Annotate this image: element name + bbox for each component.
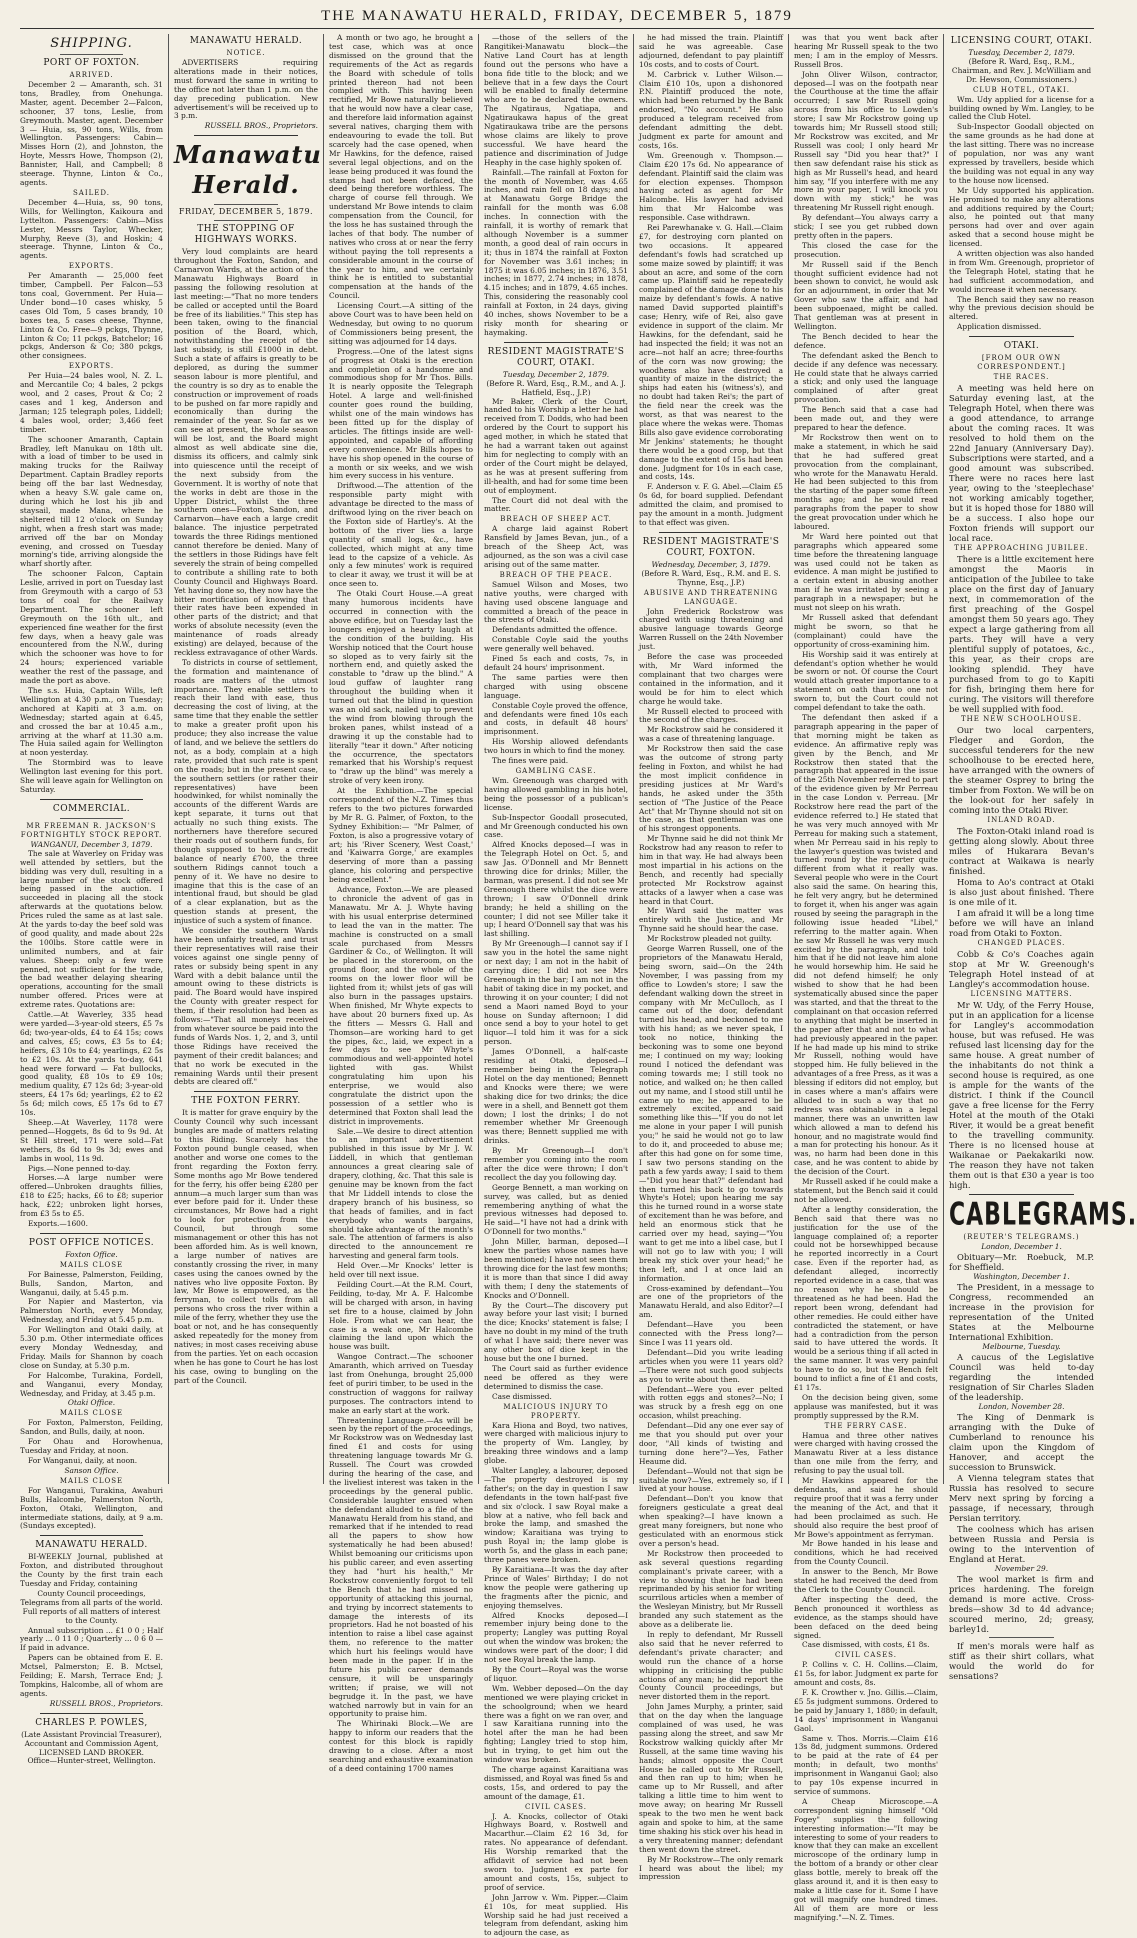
post-para: For Napier and Masterton, via Palmerston North, every Monday, Wednesday, and Friday at 5.45 p.m.: [20, 1297, 163, 1325]
court-para: Defendant—Don't you know that foreigners gesticulate a great deal when speaking?—I have known a great many foreigners, but none who gesticulated with an enormous stick over a person's head.: [639, 1494, 783, 1548]
court-para: Rei Parewhanake v. G. Hall.—Claim £7, for destroying corn planted on two occasions. It appeared defendant's fowls had scratched up some maize sowed by plaintiff; it was about an acre, and some of the corn came up. Plaintiff said he repeatedly complained of the damage done to his maize by defendant's fowls. A native named David supported plaintiff's case; Henry, wife of Rei, also gave evidence in support of the claim. Mr Hawkins, for the defendant, said he had inspected the field; it was not an acre—not half an acre; three-fourths of the corn was now growing; the woodhens also have destroyed a quantity of maize in the district; the ships had eaten his (witness's), and no doubt had taken Rei's; the part of the field near the creek was the worst, as that was nearest to the place where the wekas were. Thomas Bills also gave evidence corroborating Mr Jenkins' statements; he thought there would be a good crop, but that damage to the extent of 15s had been done. Judgment for 10s in each case, and costs, 14s.: [639, 223, 783, 482]
court-para: The defendant asked the Bench to decide if any defence was necessary. He could state that he always carried a stick; and only used the language complained of after great provocation.: [794, 350, 938, 405]
court-para: A Cheap Microscope.—A correspondent signing himself "Old Fogey" supplies the following interesting information:—"It may be interesting to some of your readers to know that they can make an excellent microscope of the ordinary lump in the bottom of a brandy or other clear glass bottle, merely to break off the glass around it, and it is then easy to make a little case for it. Some I have got will magnify one hundred times. All of them are more or less magnifying."—N. Z. Times.: [794, 1796, 938, 1922]
court-para: Case dismissed.: [492, 1391, 552, 1401]
court-para: By Mr Greenough—I don't remember you coming into the room after the dice were thrown; I don't recollect the day you following day.: [484, 1146, 628, 1182]
exports2-text: Per Huia—24 bales wool, N. Z. L. and Mercantile Co; 4 bales, 2 pckgs wool, and 2 cases, Prout & Co; 2 cases and 1 keg, Anderson and Jarman; 125 telegraph poles, Liddell; 4 bales wool, order; 3,466 feet timber.: [20, 371, 163, 434]
commercial-para: Exports.—1600.: [28, 1218, 88, 1228]
otaki-subhead: THE NEW SCHOOLHOUSE.: [960, 715, 1083, 724]
post-title: POST OFFICE NOTICES.: [28, 1237, 155, 1248]
court-subhead: THE FERRY CASE.: [824, 1421, 908, 1430]
news-para: At the Exhibition.—The special correspondent of the N.Z. Times thus refers to the two pictures forwarded by Mr R. G. Palmer, of Foxton, to the Sydney Exhibition:— "Mr Palmer, of Foxton, is also a progressive votary of art; his 'River Scenery, West Coast,' and 'Kaiwarra Gorge,' are examples deserving of more than a passing glance, his coloring and perspective being excellent.": [329, 786, 473, 885]
herald-ad-signature: RUSSELL BROS., Proprietors.: [49, 1698, 163, 1708]
court-para: Defendant—Were you ever pelted with rotten eggs and stones?—No; I was struck by a fresh egg on one occasion, whilst preaching.: [639, 1384, 783, 1421]
post-sub: Foxton Office.: [65, 1249, 118, 1259]
court-para: Wm. Webber deposed—On the day mentioned we were playing cricket in the schoolground; when we heard there was a fight on we ran over, and I saw Karaitiana running into the hotel after the man he had been fighting; Langley tried to stop him, but in trying, to get him out the window was broken.: [484, 1683, 628, 1765]
court-subhead: CIVIL CASES.: [835, 1651, 897, 1660]
exports-text: Per Amaranth — 25,000 feet timber, Campbell. Per Falcon—53 tons coal, Government. Per Huia—Under bond—10 cases whisky, 5 cases Old Tom, 5 cases brandy, 10 boxes tea, 5 cases cheese, Thynne, Linton & Co. Free—9 pckgs, Thynne, Linton & Co; 11 pckgs, Batchelor; 16 pckgs, Anderson & Co; 380 pckgs, other consignees.: [20, 271, 163, 361]
court-para: By Karaitiana—It was the day after Prince of Wales' Birthday; I do not know the people were gathering up the fragments after the picnic, and enjoying themselves.: [484, 1565, 628, 1610]
court-para: was that you went back after hearing Mr Russell speak to the two men; I am in the employ of Messrs. Russell Bros.: [794, 33, 938, 69]
court-para: Mr Rockstrow then said the case was the outcome of strong party feeling in Foxton, and whilst he had the most implicit confidence in presiding justices at Mr Ward's hands, he asked under the 35th section of "The Justice of the Peace Act" that Mr Thynne should not sit on the case, as that gentleman was one of his strongest opponents.: [639, 744, 783, 834]
sailed-label: SAILED.: [73, 188, 110, 197]
court-para: Walter Langley, a labourer, deposed—The property destroyed is my father's; on the day in question I saw defendants in the town half-past five and six o'clock. I saw Royal make a blow at a native, who fell back and broke the lamp, and smashed the window; Karaitiana was trying to push Royal in; the lamp globe is worth 5s, and the glass in each pane; three panes were broken.: [484, 1466, 628, 1565]
news-para: Rainfall.—The rainfall at Foxton for the month of November, was 4.65 inches, and rain fell on 18 days; and at Manawatu Gorge Bridge the rainfall for the month was 6.08 inches. In connection with the rainfall, it is worthy of remark that although November is a summer month, a good deal of rain occurs in it; thus in 1874 the rainfall at Foxton for November was 3.61 inches; in 1875 it was 6.05 inches; in 1876, 3.51 inches; in 1877, 2.74 inches; in 1878, 4.15 inches; and in 1879, 4.65 inches. This, considering the reasonably cool rainfall at Foxton, in 24 days, giving 40 inches, shows November to be a risky month for shearing or haymaking.: [484, 167, 628, 337]
otaki-subhead: THE APPROACHING JUBILEE.: [954, 544, 1089, 553]
notice-signature: RUSSELL BROS., Proprietors.: [204, 121, 318, 131]
court-para: Mr Thynne said he did not think Mr Rockstrow had any reason to refer to him in that way. He had always been most impartial in his actions on the Bench, and recently had specially protected Mr Rockstrow against attacks of a lawyer when a case was heard in that Court.: [639, 834, 783, 906]
cable-dateline: London, November 28.: [978, 1401, 1065, 1411]
court-para: James O'Donnell, a half-caste residing at Otaki, deposed—I remember being in the Telegraph Hotel on the day mentioned; Bennett and Knocks were there; we were shaking dice for two drinks; the dice were in a shell, and Bennett got them down; I lost the drinks; I do not remember whether Mr Greenough was there; Bennett supplied me with drinks.: [484, 1047, 628, 1146]
court-para: A charge laid against Robert Ransfield by James Bevan, jun., of a breach of the Sheep Act, was adjourned, as the son was a civil case arising out of the same matter.: [484, 524, 628, 569]
news-para: The Otaki Court House.—A great many humorous incidents have occurred in connection with the above edifice, but on Tuesday last the loungers enjoyed a hearty laugh at the condition of the building. His Worship noticed that the Court house so sloped as to very fairly sit the northern end, and quietly asked the constable to "draw up the blind." A loud guffaw of laughter rang throughout the building when it turned out that the blind in question was an old sack, nailed up to prevent the wind from blowing through the broken panes, whilst instead of a drawing it up the constable had to literally "tear it down." After noticing the occurrence, the spectators remarked that his Worship's request to "draw up the blind" was merely a stroke of very keen irony.: [329, 589, 473, 786]
court-para: Defendant—Did any one ever say of me that you should put over your door, "All kinds of twisting and turning done here"?—Yes, Father Heaume did.: [639, 1421, 783, 1466]
herald-ad-items: County Council proceedings, Telegrams from all parts of the world. Full reports of all matters of interest to the County.: [20, 1588, 163, 1625]
court-para: The fines were paid.: [492, 756, 569, 766]
court-para: Mr Rockstrow then proceeded to ask several questions regarding complainant's private career, with a view to showing that he had been reprimanded by his senior for writing scurrilous articles when a member of the Wesleyan Ministry, but Mr Russell branded any such statement as the above as a deliberate lie.: [639, 1548, 783, 1630]
court-para: The defendant then asked if a paragraph appearing in the paper of that morning might be taken as evidence. An affirmative reply was given by the Bench, and Mr Rockstrow then stated that the paragraph that appeared in the issue of the 25th November referred to part of the evidence given by Mr Perreau in the case London v. Perreau. [Mr Rockstrow here read the part of the evidence referred to.] He stated that he was very much annoyed with Mr Perreau for making such a statement, when Mr Perreau said in his reply to the lawyer's question was twisted and turned round by the reporter quite different from what it really was. Several people who were in the Court also said the same. On hearing this, he felt very angry, but he determined to forget it, when his anger was again roused by seeing the paragraph in the following issue headed "Libel," referring to the matter again. When he saw Mr Russell he was very much excited by the paragraph, and told him that if he did not leave him alone he would horsewhip him. He said he did not defend himself; he only wished to show that he had been systematically abused since the paper was started, and that the threat to the complainant on that occasion referred to anything that might be inserted in the paper after that and not to what had previously appeared in the paper. If he had made up his mind to strike Mr Russell, nothing would have stopped him. He fully believed in the advantages of a free Press, as it was a blessing if editors did not employ, but in cases where a man's affairs were alluded to in such a way that no redress was obtainable in a legal manner, there was an unwritten law which allowed a man to defend his honour, and no magistrate would find a man for protecting his honour. As it was, no harm had been done in this case, and he was content to abide by the decision of the Court.: [794, 712, 938, 1177]
cable-dateline: Washington, December 1.: [973, 1272, 1070, 1282]
court-subhead: MALICIOUS INJURY TO PROPERTY.: [503, 1402, 609, 1420]
shipping-para: The Stormbird was to leave Wellington last evening for this port. She will leave again for Wellington on Saturday.: [20, 758, 163, 794]
court-para: Mr Russell asked if he could make a statement, but the Bench said it could not be allowed.: [794, 1177, 938, 1204]
news-para: —those of the sellers of the Rangitikei-Manawatu block—the Native Land Court has at length found out the persons who have a bona fide title to the block; and we believe that in a few days the Court will be enabled to finally determine who are to be declared the owners. The Ngatiraus, Ngatiapa, and Ngatiraukawa hapus of the great Ngatiraukawa tribe are the persons whose claims are likely to prove successful. We have heard the patience and discrimination of Judge Heaphy in the case highly spoken of.: [484, 33, 628, 167]
court-para: In answer to the Bench, Mr Bowe stated he had received the deed from the Clerk to the County Council.: [794, 1567, 938, 1594]
editorial-para: Very loud complaints are heard throughout the Foxton, Sandon, and Carnarvon Wards, at the action of the Manawatu Highways Board in passing the following resolution at last meeting:—"That no more tenders be called or accepted until the Board be free of its liabilities." This step has been taken, owing to the financial position of the Board, which, notwithstanding the receipt of the last subsidy, is still £1000 in debt. Such a state of affairs is greatly to be deplored, as during the summer season labour is more plentiful, and the country is so dry as to enable the construction or improvement of roads to be pushed on far more rapidly and economically than during the remainder of the year. So far as we can see at present, the whole season will be lost, and the Board might almost as well abdicate sine die, dismiss its officers, and calmly sink into quiescence until the receipt of the next subsidy from the Government. It is worthy of note that the works in debt are those in the Upper District, whilst the three southern ones—Foxton, Sandon, and Carnarvon—have each a large credit balance. The injustice perpetrated towards the three Ridings mentioned cannot therefore be denied. Many of the settlers in those Ridings have felt severely the strain of being compelled to contribute a shilling rate to both County Council and Highways Board. Yet having done so, they now have the bitter mortification of knowing that their rates have been expended in other parts of the district; and that works of absolute necessity (even the maintenance of roads already existing) are delayed, because of the reckless extravagance of other Wards.: [174, 247, 318, 657]
notice-body: ADVERTISERS requiring alterations made in their notices, must forward the same in writing to the office not later than 1 p.m. on the day preceding publication. New advertisement's will be received up to 3 p.m.: [174, 58, 318, 121]
shipping-para: The schooner Falcon, Captain Leslie, arrived in port on Tuesday last from Greymouth with a cargo of 53 tons of coal for the Railway Department. The schooner left Greymouth on the 16th ult., and experienced fine weather for the first few days, when a heavy gale was encountered from the N.W., during which the schooner was hove to for 24 hours; experienced variable weather the rest of the passage, and made the port as above.: [20, 569, 163, 686]
court-para: The Court said as further evidence need be offered as they were determined to dismiss the case.: [484, 1363, 628, 1391]
post-para: For Wanganui, Turakina, Awahuri Bulls, Halcombe, Palmerston North, Foxton, Otaki, Wellington, and intermediate stations, daily, at 9 a.m. (Sundays excepted).: [20, 1485, 163, 1531]
masthead: [20, 6, 1094, 29]
court-para: His Worship allowed defendants two hours in which to find the money.: [484, 737, 628, 756]
court-para: By the Court—Royal was the worse of liquor.: [484, 1664, 628, 1683]
mails-close-label: MAILS CLOSE: [59, 1476, 124, 1485]
news-para: Threatening Language.—As will be seen by the report of the proceedings, Mr Rockstrow was on Wednesday last fined £1 and costs for using threatening language towards Mr G. Russell. The Court was crowded during the hearing of the case, and the liveliest interest was taken in the proceedings by the general public. Considerable laughter ensued when the defendant alluded to a file of the Manawatu Herald from his stand, and remarked that if he intended to read all the papers to show how systematically he had been abused! Whilst bemoaning our criticisms upon his public career, and even asserting they had "hurt his health," Mr Rockstrow conveniently forgot to tell the Bench that he had missed no opportunity of attacking this journal, and trying by incorrect statements to damage the interests of its proprietors. Had he not boasted of his intention to raise a libel case against them, no reference to the matter which hurt his feelings would have been made in the paper. If in the future his public career demands censure, it will be unsparingly written; if praise, we will not begrudge it. In the past, we have watched narrowly but in vain for an opportunity to praise him.: [329, 1415, 473, 1719]
court-para: Defendant—Would not that sign be suitable now?—Yes, extremely so, if I lived at your house.: [639, 1466, 783, 1494]
news-para: Feilding Court.—At the R.M. Court, Feilding, to-day, Mr A. F. Halcombe will be charged with arson, in having set fire to a house, claimed by John Hole. From what we can hear, the case is a weak one, Mr Halcombe claiming the land upon which the house was built.: [329, 1279, 473, 1352]
news-para: Driftwood.—The attention of the responsible party might with advantage be directed to the mass of driftwood lying on the river beach on the Foxton side of Hartley's. At the bottom of the river lies a large quantity of small logs, &c., have collected, which might at any time lead to the capsize of a vehicle. As only a few minutes' work is required to clear it away, we trust it will be at once seen to.: [329, 481, 473, 589]
court-para: Mr Hawkins appeared for the defendants, and said he should require proof that it was a ferry under the meaning of the Act, and that it had been proclaimed as such. He should also require the best proof of Mr Bowe's appointment as ferryman.: [794, 1476, 938, 1539]
commercial-para: Horses.—A large number were offered—Unbroken draughts fillies, £18 to £25; hacks, £6 to £8; superior hack, £22; unbroken light horses, from £3 5s to £5.: [20, 1173, 163, 1219]
court-para: George Bennett, a man working on survey, was called, but as denied remembering anything of what the previous witnesses had deposed to. He said—"I have not had a drink with O'Donnell for two months.": [484, 1182, 628, 1237]
ferry-para: It is matter for grave enquiry by the County Council why such incessant bungles are made of matters relating to this Riding. Scarcely has the Foxton pound bungle ceased, when another and worse one comes to the front regarding the Foxton ferry. Some months ago Mr Bowe tendered for the ferry, his offer being £280 per annum—a much larger sum than was ever before paid for it. Under these circumstances, Mr Bowe had a right to look for protection from the Council, but through some mismanagement or other this has not been afforded him. As is well known, a large number of natives are constantly crossing the river, in many cases using the canoes owned by the natives who live opposite Foxton. By law, Mr Bowe is empowered, as the ferryman, to collect tolls from all persons who cross the river within a mile of the ferry, whether they use the boat or not, and he has consequently asked repeatedly for the money from natives; in most cases receiving abuse from the parties. Yet on each occasion when he has gone to Court he has lost his case, owing to bungling on the part of the Council.: [174, 1108, 318, 1385]
sailed-text: December 4—Huia, ss, 90 tons, Wills, for Wellington, Kaikoura and Lyttelton. Passengers: Cabin—Miss Lester, Messrs Taylor, Whecker, Murphy, Reeve (3), and Hoskin; 4 steerage. Thynne, Linton & Co., agents.: [20, 197, 163, 261]
post-para: For Wanganui, daily, at noon.: [28, 1455, 138, 1465]
court-subhead: BREACH OF SHEEP ACT.: [500, 515, 612, 524]
cable-para: A Vienna telegram states that Russia has resolved to secure Merv next spring by forcing a passage, if necessary, through Persian territory.: [949, 1472, 1094, 1523]
otaki-para: There is a little excitement here amongst the Maoris in anticipation of the Jubilee to take place on the first day of January next, in commemoration of the first preaching of the Gospel amongst them 50 years ago. They expect a large gathering from all parts. They will have a very plentiful supply of potatoes, &c., this year, as their crops are looking splendid. They have purchased from to go to Kapiti for fish, bringing them here for curing. The visitors will therefore be well supplied with food.: [949, 554, 1094, 715]
court-para: Mr Baker, Clerk of the Court, handed to his Worship a letter he had received from T. Dodds, who had been ordered by the Court to support his aged mother, in which he stated that he had a warrant taken out against him for neglecting to comply with an order of the Court might be delayed, as he was at present suffering from ill-health, and had for some time been out of employment.: [484, 396, 628, 495]
licensing-bench: (Before R. Ward, Esq., R.M., Chairman, and Rev. J. McWilliam and Dr. Hewson, Commissioners.): [951, 56, 1092, 84]
news-para: The Whirinaki Block.—We are happy to inform our readers that the contest for this block is rapidly drawing to a close. After a most searching and exhaustive examination of a deed containing 1700 names: [329, 1719, 473, 1773]
court-para: John Miller, barman, deposed—I knew the parties whose names have been mentioned; I have not seen them throwing dice for the last few months; it is more than that since I did away with them; I deny the statements of Knocks and O'Donnell.: [484, 1237, 628, 1300]
court-para: Cross-examined by defendant—You are one of the proprietors of the Manawatu Herald, and also Editor?—I am.: [639, 1283, 783, 1320]
court-para: J. A. Knocks, collector of Otaki Highways Board, v. Rostwell and Macarthur.—Claim £2 16 3d, for rates. No appearance of defendant. His Worship remarked that the affidavit of service had not been sworn to. Judgment ex parte for amount and costs, 15s, subject to proof of service.: [484, 1811, 628, 1892]
court-para: The same parties were then charged with using obscene language.: [484, 672, 628, 700]
court-para: Defendant—Have you been connected with the Press long?—Since I was 11 years old.: [639, 1320, 783, 1347]
court-para: John Jarrow v. Wm. Pipper.—Claim £1 10s, for meat supplied. His Worship said he had just received a telegram from defendant, asking him to adjourn the case, as: [484, 1892, 628, 1938]
column-5: [639, 33, 783, 1882]
court-para: The Bench said that a case had been made out, and they were prepared to hear the defence.: [794, 405, 938, 432]
mails-close-label: MAILS CLOSE: [59, 1409, 124, 1418]
notice-sub: NOTICE.: [226, 49, 266, 57]
court-para: Same v. Thos. Morris.—Claim £16 13s 8d, judgment summons. Ordered to be paid at the rate of £4 per month; in default, two months' imprisonment in Wanganui Gaol; also to pay 10s expense incurred in service of summons.: [794, 1733, 938, 1796]
court-para: Wm. Greenough v. Thompson.—Claim £20 17s 6d. No appearance of defendant. Plaintiff said the claim was for election expenses. Thompson having acted as agent for Mr Halcombe. His lawyer had advised him that Mr Halcombe was responsible. Case withdrawn.: [639, 150, 783, 223]
powles-name: CHARLES P. POWLES,: [35, 1717, 148, 1728]
otaki-para: Homa to Ao's contract at Otaki is also just about finished. There is one mile of it.: [949, 877, 1094, 908]
otaki-office: Otaki Office.: [67, 1398, 116, 1408]
arrived-label: ARRIVED.: [69, 71, 114, 79]
post-para: For Ohau and Horowhenua, Tuesday and Friday, at noon.: [20, 1437, 163, 1456]
port-heading: PORT OF FOXTON.: [43, 58, 140, 68]
court-para: The Court did not deal with the matter.: [484, 495, 628, 514]
court-para: The Bench decided to hear the defence.: [794, 331, 938, 350]
news-para: Progress.—One of the latest signs of progress at Otaki is the erection and completion of a handsome and commodious shop for Mr Thos. Bills. It is nearly opposite the Telegraph Hotel. A large and well-finished counter goes round the building, whilst one of the main windows has been fitted up for the display of articles. The fittings inside are well-appointed, and capable of affording every convenience. Mr Bills hopes to have his shop opened in the course of a month or six weeks, and we wish him every success in his venture.: [329, 346, 473, 481]
news-para: Wangoe Contract.—The schooner Amaranth, which arrived on Tuesday last from Onehunga, brought 25,000 feet of puriri timber, to be used in the construction of waggons for railway purposes. The contractors intend to make an early start at the work.: [329, 1352, 473, 1415]
court-subhead: CIVIL CASES.: [525, 1802, 587, 1811]
cable-dateline: London, December 1.: [981, 1242, 1062, 1252]
powles-line: Office—Hunter-street, Wellington.: [27, 1756, 156, 1766]
commercial-para: Sheep.—At Waverley, 1178 were penned—Hoggets, 8s 6d to 9s 9d. At St Hill street, 171 were sold—Fat wethers, 8s 6d to 9s 3d; ewes and lambs in wool, 11s 9d.: [20, 1117, 163, 1163]
court-para: John Frederick Rockstrow was charged with using threatening and abusive language towards George Warren Russell on the 24th November just.: [639, 606, 783, 652]
column-1: [20, 34, 163, 1766]
court-subhead: BREACH OF THE PEACE.: [499, 570, 613, 579]
court-para: After a lengthy consideration, the Bench said that there was no justification for the use of the language complained of; a reporter could not be horsewhipped because he reported incorrectly in a Court case. Even if the reporter had, as defendant alleged, incorrectly reported evidence in a case, that was no reason why he should be threatened as he had been. Had the report been wrong, defendant had other remedies. He could either have contradicted the statement, or have had a contradiction from the person said to have uttered the words. It would be a serious thing if all acted in the same manner. It was very painful to have to do so, but the Bench felt bound to inflict a fine of £1 and costs, £1 17s.: [794, 1204, 938, 1392]
otaki-subhead: CHANGED PLACES.: [977, 939, 1066, 948]
commercial-para: The sale at Waverley on Friday was well attended by settlers, but the bidding was very dull, resulting in a large number of the stock offered being passed in the auction. I succeeded in placing all the stock afterwards at the quotations below. Prices ruled the same as at last sale. At the yards to-day the beef sold was of good quality, and made about 22s the 100lbs. Store cattle were in unlimited numbers, and at fair values. Sheep: only a few were penned, not sufficient for the trade, the bad weather delaying shearing operations, accounting for the small number offered. Prices were at extreme rates. Quotations are:: [20, 848, 163, 1010]
court-para: John James Murphy, a printer, said that on the day when the language complained of was used, he was passing along the street, and saw Mr Rockstrow walking quickly after Mr Russell, at the same time waving his hands; almost opposite the Court House he called out to Mr Russell, and then ran up to him; when he came up to Mr Russell, and after talking a little time to him went to move away; on hearing Mr Russell speak to the two men he went back again and spoke to him, at the same time shaking his stick over his head in a very threatening manner; defendant then went down the street.: [639, 1702, 783, 1854]
ferry-title: THE FOXTON FERRY.: [191, 1096, 301, 1107]
court-para: Before the case was proceeded with, Mr Ward informed the complainant that two charges were contained in the information, and it would be for him to elect which charge he would take.: [639, 652, 783, 706]
herald-ad-title: MANAWATU HERALD.: [35, 1540, 148, 1551]
otaki-para: A meeting was held here on Saturday evening last, at the Telegraph Hotel, when there was a good attendance, to arrange about the coming races. It was resolved to hold them on the 22nd January (Anniversary Day). Subscriptions were started, and a good amount was subscribed. There were no races here last year, owing to the 'steeplechase' not working amicably together, but it is hoped those for 1880 will be a success. I also hope our Foxton friends will support our local race.: [949, 383, 1094, 544]
editorial-para: We consider the southern Wards have been unfairly treated, and trust their representatives will raise their voices against one single penny of rates or subsidy being spent in any Ward with a debit balance until the amount owing to these districts is paid. The Board would have inspired the County with greater respect for them, if their resolution had been as follows:—"That all moneys received from whatever source be paid into the funds of Wards Nos. 1, 2, and 3, until those Ridings have received the payment of their credit balances; and that no work be executed in the remaining Wards until their present debts are cleared off.": [174, 926, 318, 1087]
post-para: For Wellington and Otaki daily, at 5.30 p.m. Other intermediate offices every Monday Wednesday, and Friday. Mails for Shannon by coach close on Sunday, at 5.30 p.m.: [20, 1325, 163, 1370]
court-para: Mr Rockstrow said he considered it was a case of threatening language.: [639, 725, 783, 744]
news-para: Sale.—We desire to direct attention to an important advertisement published in this issue by Mr J. W. Liddell, in which that gentleman announces a great clearing sale of drapery, clothing, &c. That this sale is genuine may be known from the fact that Mr Liddell intends to close the drapery branch of his business, so that heads of families, and in fact everybody who wants bargains, should take advantage of the month's sale. The attention of farmers is also directed to the announcement re harvesting and general farm tools.: [329, 1126, 473, 1261]
nameplate: Manawatu Herald.: [174, 140, 322, 200]
court-para: F. Anderson v. F. G. Abel.—Claim £5 0s 6d, for board supplied. Defendant admitted the claim, and promised to pay the amount in a month. Judgment to that effect was given.: [639, 482, 783, 527]
powles-line: LICENSED LAND BROKER.: [39, 1747, 144, 1757]
cable-para: The King of Denmark is arranging with the Duke of Cumberland to renounce his claim upon the Kingdom of Hanover, and accept the succession to Brunswick.: [949, 1411, 1094, 1472]
court-para: Samuel Wilson and Moses, two native youths, were charged with having used obscene language and committed a breach of the peace in the streets of Otaki.: [484, 579, 628, 625]
newspaper-page: [20, 33, 1137, 1938]
court-date: Wednesday, December, 3, 1879.: [651, 559, 771, 569]
court-para: Fined 5s each and costs, 7s, in default 24 hours' imprisonment.: [484, 654, 628, 672]
court-para: By Mr Greenough—I cannot say if I saw you in the hotel the same night or next day; I am not in the habit of carrying dice; I did not see Mrs Greenough in the bar; I am not in the habit of taking dice in my pocket, and throwing it on your counter; I did not send a Maori named Boyd to your house on Sunday afternoon; I did once send a boy to your hotel to get liquor—I told him it was for a sick person.: [484, 939, 628, 1047]
editorial-title: THE STOPPING OF HIGHWAYS WORKS.: [194, 224, 298, 246]
court-para: Alfred Knocks deposed—I remember injury being done to the property; Langley was putting Royal out when the window was broken; the windows were part of the door; I did not see Royal break the lamp.: [484, 1610, 628, 1665]
otaki-para: The Foxton-Otaki inland road is getting along slowly. About three miles of Hukarara Bevan's contract at Waikawa is nearly finished.: [949, 826, 1094, 877]
column-7: [949, 34, 1137, 1681]
powles-line: Accountant and Commission Agent,: [24, 1738, 159, 1748]
court-para: John Oliver Wilson, contractor, deposed—I was on the footpath near the Courthouse at the time the affair occurred; I saw Mr Russell going across from his office to Lowden's store; I saw Mr Rockstrow going up towards him; Mr Russell stood still; Mr Rockstrow was excited, and Mr Russell was cool; I only heard Mr Russell say "Did you hear that?" I then saw defendant raise his stick as high as Mr Russell's head, and heard him say, "If you interfere with me any more in your paper, I will knock you down with my stick;" he was threatening Mr Russell right enough.: [794, 69, 938, 213]
mails-close-label: MAILS CLOSE: [59, 1260, 124, 1269]
court-para: Case dismissed, with costs, £1 8s.: [802, 1640, 930, 1650]
cable-para: A caucus of the Legislative Council was held to-day regarding the intended resignation of Sir Charles Sladen of the leadership.: [949, 1351, 1094, 1402]
court-para: Alfred Knocks deposed—I was in the Telegraph Hotel on Oct. 5, and saw Jas. O'Donnell and Mr Bennett throwing dice for drinks; Miller, the barman, was present. I did not see Mr Greenough there whilst the dice were thrown; I saw O'Donnell drink brandy; he held a shilling on the counter; I did not see Miller take it up; I heard O'Donnell say that was his last shilling.: [484, 840, 628, 939]
cable-para: The President, in a message to Congress, recommended an increase in the provision for representation of the United States at the Melbourne International Exhibition.: [949, 1282, 1094, 1342]
exports2-label: EXPORTS.: [68, 362, 115, 371]
court-para: Hamua and three other natives were charged with having crossed the Manawatu River at a less distance than one mile from the ferry, and refusing to pay the usual toll.: [794, 1430, 938, 1476]
shipping-para: The schooner Amaranth, Captain Bradley, left Manukau on 18th ult. with a load of timber to be used in making trucks for the Railway Department. Captain Bradley reports being off the bar last Wednesday, when a heavy S.W. gale came on, during which he lost his jib and staysail, made Mana, where he sheltered till 12 o'clock on Sunday night, when a fresh start was made; arrived off the bar on Monday evening, and crossed on Tuesday morning's tide, arriving alongside the wharf shortly after.: [20, 434, 163, 569]
court-para: This closed the case for the prosecution.: [794, 240, 938, 259]
notice-title: MANAWATU HERALD.: [189, 36, 303, 46]
licensing-date: Tuesday, December 2, 1879.: [968, 48, 1075, 57]
news-para: Held Over.—Mr Knocks' letter is held over till next issue.: [329, 1261, 473, 1280]
licensing-para: Application dismissed.: [957, 322, 1042, 332]
court-para: George Warren Russell, one of the proprietors of the Manawatu Herald, being sworn, said—On the 24th November, I was passing from my office to Lowden's store; I saw the defendant walking down the street in company with Mr McCulloch, as I came out of the door, defendant turned his head, and beckoned to me with his hand; as we never speak, I took no notice, thinking the beckoning was to some one beyond me; I continued on my way; looking round I noticed the defendant was coming towards me; I still took no notice, and walked on; he then called out my name, and I stood still until he came up to me; he appeared to be extremely excited, and said something like this—"If you do not let me alone in your paper I will punish you;" he said he would not go to law to do it, and proceeded to abuse me; after this had gone on for some time, I saw two persons standing on the path a few yards away; I said to them—"Did you hear that?" defendant had then turned his back to go towards Whyte's Hotel; upon hearing me say this he turned round in a worse state of excitement than he was before, and held an enormous stick that he carried over my head, saying—"You want to get me into a libel case, but I will not go to law with you; I will break my stick over your head;" he then left, and I at once laid an information.: [639, 944, 783, 1283]
court-para: F. K. Crowther v. Jno. Gillis.—Claim, £5 5s judgment summons. Ordered to be paid by January 1, 1880; in default, 14 days' imprisonment in Wanganui Gaol.: [794, 1688, 938, 1733]
shipping-para: The s.s. Huia, Captain Wills, left Wellington at 4.30 p.m., on Tuesday; anchored at Kapiti at 3 a.m. on Wednesday; started again at 6.45, and crossed the bar at 10.45 a.m., arriving at the wharf at 11.30 a.m. The Huia sailed again for Wellington at noon yesterday.: [20, 686, 163, 758]
court-para: Wm. Greenough was charged with having allowed gambling in his hotel, being the possessor of a publican's license.: [484, 775, 628, 812]
herald-ad-lead: BI-WEEKLY Journal, published at Foxton, and distributed throughout the County by the first train each Tuesday and Friday, containing: [20, 1552, 163, 1589]
commercial-dateline: WANGANUI, December 3, 1879.: [30, 839, 153, 849]
otaki-para: Our two local carpenters, Fledger and Gordon, the successful tenderers for the new schoolhouse to be erected here, have arranged with the owners of the steamer Osprey to bring the timber from Foxton. We will be on the look-out for her safely in coming into the Otaki River.: [949, 725, 1094, 816]
cablegrams-sub: (REUTER'S TELEGRAMS.): [963, 1233, 1080, 1242]
court-para: By the Court—The discovery put away before your last visit; I burned the dice; Knocks' statement is false; I have no doubt in my mind of the truth of what I have said; there never was any other box of dice kept in the house but the one I burned.: [484, 1300, 628, 1363]
court-para: Mr Rockstrow pleaded not guilty.: [647, 934, 772, 944]
exports-label: EXPORTS.: [68, 262, 115, 271]
court-para: Mr Ward said the matter was entirely with the Justice, and Mr Thynne said he should hear the case.: [639, 906, 783, 934]
sanson-office: Sanson Office.: [64, 1465, 119, 1475]
licensing-subhead: CLUB HOTEL, OTAKI.: [973, 85, 1070, 94]
licensing-title: LICENSING COURT, OTAKI.: [950, 36, 1093, 46]
commercial-para: Cattle.—At Waverley, 335 head were yarded—3-year-old steers, £5 7s 6d; two-year-olds, £4 to £4 15s; cows and calves, £5; cows, £3 5s to £4; heifers, £3 10s to £4; yearlings, £2 5s to £2 10s. At the yards to-day, 641 head were forward — Fat bullocks, good quality, £8 10s to £9 10s; medium quality, £7 12s 6d; 3-year-old steers, £4 17s 6d; yearlings, £2 to £2 5s 6d; milch cows, £5 17s 6d to £7 10s.: [20, 1010, 163, 1118]
column-3: [329, 33, 473, 1773]
court-para: In reply to defendant, Mr Russell also said that he never referred to defendant's private character; and would run the chance of a horse whipping in criticising the public actions of any man; he did report the County Council proceedings, but never distorted them in the report.: [639, 1629, 783, 1702]
court-para: M. Carbrick v. Luther Wilson.—Claim £10 10s, upon a dishonored P.N. Plaintiff produced the note, which had been returned by the Bank endorsed, "No account." He also produced a telegram received from defendant admitting the debt. Judgment ex parte for amount and costs, 16s.: [639, 69, 783, 150]
cable-para: Obituary—Mr. Roebuck, M.P. for Sheffield.: [949, 1252, 1094, 1273]
cable-dateline: Melbourne, Tuesday.: [982, 1342, 1061, 1351]
court-para: Defendants admitted the offence.: [492, 625, 618, 635]
otaki-para: Mr W. Udy, of the Ferry House, put in an application for a license for Langley's accommodation house, but was refused. He was refused last licensing day for the same house. A great number of the inhabitants do not think a second house is required, as one is ample for the wants of the district. I think if the Council gave a free license for the Ferry Hotel at the mouth of the Otaki River, it would be a great benefit to the travelling community. There is no licensed house at Waikanae or Paekakariki now. The reason they have not taken them out is that £30 a year is too high.: [949, 1000, 1094, 1191]
otaki-para: Cobb & Co's Coaches again stop at Mr W. Greenough's Telegraph Hotel instead of at Langley's accommodation house.: [949, 949, 1094, 990]
cable-para: The coolness which has arisen between Russia and Persia is owing to the intervention of England at Herat.: [949, 1523, 1094, 1564]
masthead-title: THE MANAWATU HERALD, FRIDAY, DECEMBER 5, 1879: [321, 8, 793, 24]
court-para: On the decision being given, some applause was manifested, but it was promptly suppressed by the R.M.: [794, 1392, 938, 1420]
otaki-subhead: LICENSING MATTERS.: [970, 990, 1073, 999]
court-para: Defendant—Did you write leading articles when you were 11 years old?—There were not such good subjects as you to write about then.: [639, 1347, 783, 1384]
commercial-para: Pigs.—None penned to-day.: [28, 1163, 131, 1173]
otaki-para: I am afraid it will be a long time before we will have an inland road from Otaki to Foxton.: [949, 908, 1094, 939]
otaki-title: OTAKI.: [1003, 341, 1040, 352]
herald-ad-subscription: Annual subscription ... £1 0 0 ; Half yearly ... 0 11 0 ; Quarterly ... 0 6 0 — If paid in advance.: [20, 1625, 163, 1653]
otaki-subhead: THE RACES.: [993, 373, 1050, 382]
cable-para: The wool market is firm and prices hardening. The foreign demand is more active. Cross-breds—show 3d to 4d advance; scoured merino, 2d; greasy, barley1d.: [949, 1573, 1094, 1634]
court-para: By Mr Rockstrow—The only remark I heard was about the libel; my impression: [639, 1854, 783, 1882]
court-para: Mr Rockstrow then went on to make a statement, in which he said that he had suffered great provocation from the complainant, who wrote for the Manawatu Herald. He had been subjected to this from the starting of the paper some fifteen months ago; and he would read paragraphs from the paper to show the great provocation under which he laboured.: [794, 432, 938, 531]
court-para: Constable Coyle proved the offence, and defendants were fined 10s each and costs, in default 48 hours' imprisonment.: [484, 700, 628, 737]
court-para: P. Collins v. C. H. Collins.—Claim, £1 5s, for labor. Judgment ex parte for amount and costs, 8s.: [794, 1660, 939, 1688]
licensing-para: Wm. Udy applied for a license for a building owned by Wm. Langley, to be called the Club Hotel.: [949, 94, 1094, 122]
court-subhead: GAMBLING CASE.: [515, 766, 597, 775]
court-bench: (Before R. Ward, Esq., R.M. and E. S. Thynne, Esq., J.P.): [641, 568, 781, 587]
court-subhead: ABUSIVE AND THREATENING LANGUAGE.: [643, 588, 779, 606]
court-para: After inspecting the deed, the Bench pronounced it worthless as evidence, as the stamps should have been defaced on the deed being signed.: [794, 1594, 938, 1640]
column-4: [484, 33, 628, 1938]
herald-ad-para: Papers can be obtained from E. E. Mctsel, Palmerston; E. B. Mctsel, Feilding; E. Marsh, Terrace End; J. Tompkins, Halcombe, all of whom are agents.: [20, 1653, 163, 1698]
licensing-para: Mr Udy supported his application. He promised to make any alterations and additions required by the Court; also, he pointed out that many persons had over and over again asked that a second house might be licensed.: [949, 185, 1094, 249]
cablegrams-title: CABLEGRAMS.: [949, 1197, 1137, 1233]
news-para: Advance, Foxton.—We are pleased to chronicle the advent of gas in Manawatu. Mr A. J. Whyte having with his usual enterprise determined to lead the van in the matter. The machine is constructed on a small scale purchased from Messrs Gardiner & Co., of Wellington. It will be placed in the storeroom, on the ground floor, and the whole of the rooms on the lower floor will be lighted from it; whilst jets of gas will also burn in the passages upstairs. When finished, Mr Whyte expects to have about 20 burners fixed up. As the fitters — Messrs G. Hall and Thomson—are working hard to get the pipes, &c., laid, we expect in a few days to see Mr Whyte's commodious and well-appointed hotel lighted with gas. Whilst congratulating him upon his enterprise, we would also congratulate the district upon the possession of a settler who is determined that Foxton shall lead the district in improvements.: [329, 885, 473, 1126]
post-para: For Bainesse, Palmerston, Feilding, Bulls, Sandon, Marton, and Wanganui, daily, at 5.45 p.m.: [20, 1269, 163, 1297]
licensing-para: The Bench said they saw no reason why the previous decision should be altered.: [949, 294, 1094, 322]
court-para: Mr Russell said if the Bench thought sufficient evidence had not been shown to convict, he would ask for an adjournment, in order that Mr Gover who saw the affair, and had been subpoenaed, might be called. That gentleman was at present in Wellington.: [794, 259, 938, 331]
court-para: Mr Russell asked that defendant might be sworn, so that he (complainant) could have the opportunity of cross-examining him.: [794, 613, 938, 649]
column-6: [794, 33, 939, 1922]
filler-para: If men's morals were half as stiff as their shirt collars, what would the world do for sensations?: [949, 1640, 1094, 1681]
powles-line: (Late Assistant Provincial Treasurer),: [21, 1729, 162, 1739]
court-para: he had missed the train. Plaintiff said he was agreeable. Case adjourned, defendant to pay plaintiff 10s costs, and to costs of Court.: [639, 33, 783, 69]
editorial-para: To districts in course of settlement, the formation and maintenance of roads are matters of the utmost importance. They enable settlers to reach their land with ease, thus decreasing the cost of living, at the same time that they enable the settler to make a greater profit upon his produce; they also increase the value of land, and we believe the settlers do not, as a body, complain at a high rate, provided that such rate is spent on the roads; but in the present case, the southern settlers (or rather their representatives) have been hoodwinked, for whilst nominally the accounts of the different Wards are kept separate, it turns out that actually no such thing exists. The northerners have therefore secured their roads out of southern funds, for though supposed to have a credit balance of nearly £700, the three southern Ridings cannot touch a penny of it. We have no desire to imagine that this is the case of an intentional fraud, but should be glad of a clear explanation, but as the question stands at present, the injustice of such a system of finance.: [174, 657, 318, 926]
commercial-sub: MR FREEMAN R. JACKSON'S FORTNIGHTLY STOCK REPORT.: [20, 821, 163, 839]
court-para: Sub-Inspector Goodall prosecuted, and Mr Greenough conducted his own case.: [484, 812, 628, 840]
shipping-title: SHIPPING.: [50, 36, 133, 51]
court-date: Tuesday, December 2, 1879.: [502, 369, 610, 379]
column-2: [174, 34, 322, 1484]
court-para: Constable Coyle said the youths were generally well behaved.: [484, 635, 628, 654]
cable-dateline: November 29.: [994, 1563, 1049, 1573]
court-para: His Worship said it was entirely at defendant's option whether he would be sworn or not. Of course the Court would attach greater importance to a statement on oath than to one not sworn to, but the Court could not compel defendant to take the oath.: [794, 649, 938, 713]
court-para: Mr Russell elected to proceed with the second of the charges.: [639, 706, 783, 725]
post-para: For Halcombe, Turakina, Fordell, and Wanganui, every Monday, Wednesday, and Friday, at 3.45 p.m.: [20, 1370, 163, 1398]
commercial-title: COMMERCIAL.: [52, 803, 131, 814]
otaki-subhead: INLAND ROAD.: [987, 816, 1056, 825]
news-para: A month or two ago, he brought a test case, which was at once dismissed on the ground that the requirements of the Act as regards the Board with schedule of tolls printed thereon had not been complied with. This having been rectified, Mr Bowe naturally believed that he would now have a clear case, and therefore laid information against several natives, charging them with endeavouring to evade the toll. But scarcely had the case opened, when Mr Hawkins, for the defence, raised several legal objections, and on the lease being produced it was found the stamps had not been defaced, the deed being therefore worthless. The charge of course fell through. We understand Mr Bowe intends to claim compensation from the Council, for the loss he has sustained through the laches of that body. The number of natives who cross at or near the ferry without paying the toll represents a considerable amount in the course of the year to him, and we certainly think he is entitled to substantial compensation at the hands of the Council.: [329, 33, 473, 301]
court-para: Mr Ward here pointed out that paragraphs which appeared some time before the threatening language was used could not be taken as evidence. A man might be justified to a certain extent in abusing another man if he was irritated by seeing a paragraph in a newspaper; but he must not sleep on his wrath.: [794, 531, 938, 613]
licensing-para: A written objection was also handed in from Wm. Greenough, proprietor of the Telegraph Hotel, stating that he had sufficient accommodation, and would increase it when necessary.: [949, 249, 1094, 294]
court-para: Kara Hiona and Boyd, two natives, were charged with malicious injury to the property of Wm. Langley, by breaking three windows and a lamp globe.: [484, 1420, 628, 1466]
news-para: Licensing Court.—A sitting of the above Court was to have been held on Wednesday, but owing to no quorum of Commissioners being present, the sitting was adjourned for 14 days.: [329, 301, 473, 346]
post-para: For Foxton, Palmerston, Feilding, Sandon, and Bulls, daily, at noon.: [20, 1418, 163, 1437]
court-title: RESIDENT MAGISTRATE'S COURT, FOXTON.: [642, 536, 780, 558]
court-para: By defendant—You always carry a stick; I see you get rubbed down pretty often in the papers.: [794, 213, 938, 240]
licensing-para: Sub-Inspector Goodall objected on the same grounds as he had done at the last sitting. There was no increase of population, nor was any want expressed by travellers, beside which the building was not equal in any way to the house now licensed.: [949, 122, 1094, 185]
court-title: RESIDENT MAGISTRATE'S COURT, OTAKI.: [487, 346, 625, 368]
court-bench: (Before R. Ward, Esq., R.M., and A. J. Hatfield, Esq., J.P.): [486, 378, 626, 397]
court-para: Mr Bowe handed in his lease and conditions, which he had received from the County Council.: [794, 1539, 938, 1567]
issue-date: FRIDAY, DECEMBER 5, 1879.: [178, 207, 314, 217]
court-para: The charge against Karaitiana was dismissed, and Royal was fined 5s and costs, 15s, and ordered to pay the amount of the damage, £1.: [484, 1764, 628, 1801]
arrived-text: December 2 — Amaranth, sch. 31 tons, Bradley, from Onehunga. Master, agent. December 2—Falcon, schooner, 37 tons, Leslie, from Greymouth. Master, agent. December 3 — Huia, ss, 90 tons, Wills, from Wellington. Passengers: Cabin—Misses Horn (2), and Johnston, the Hoyte, Messrs Howe, Thompson (2), Bannister, Hall, and Campbell; 8 steerage. Thynne, Linton & Co., agents.: [20, 80, 163, 187]
otaki-sub: [FROM OUR OWN CORRESPONDENT.]: [977, 354, 1066, 372]
